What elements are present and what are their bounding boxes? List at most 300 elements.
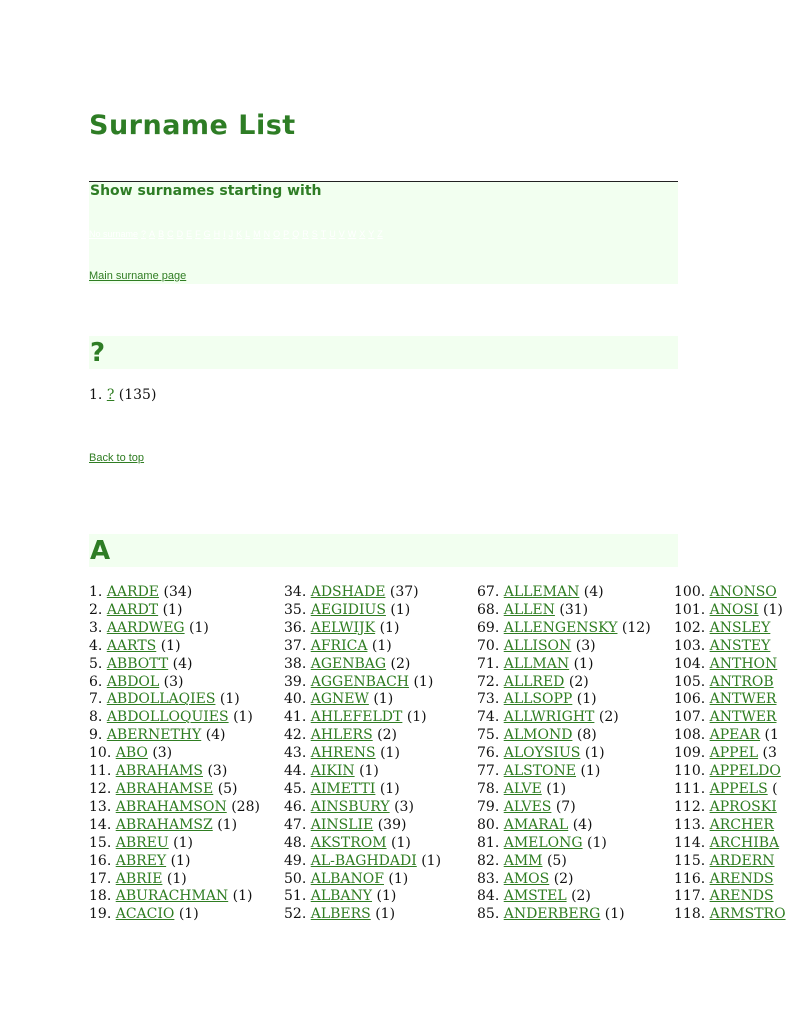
entry-number: 47. xyxy=(284,816,307,833)
entry-number: 5. xyxy=(89,655,103,672)
surname-link[interactable]: ABERNETHY xyxy=(106,727,202,744)
surname-link[interactable]: AGGENBACH xyxy=(310,673,409,690)
entry-count: (2) xyxy=(568,673,589,690)
entry-number: 44. xyxy=(284,763,307,780)
surname-link[interactable]: ALSTONE xyxy=(503,763,577,780)
letter-index-link[interactable]: R xyxy=(302,229,309,239)
surname-link[interactable]: ABRIE xyxy=(115,870,163,887)
letter-index-link[interactable]: J xyxy=(228,229,234,239)
entry-number: 46. xyxy=(284,798,307,815)
surname-link[interactable]: AMELONG xyxy=(503,834,583,851)
entry-number: 103. xyxy=(674,637,706,654)
surname-link[interactable]: ARMSTRO xyxy=(709,906,786,923)
entry-number: 100. xyxy=(674,584,706,600)
list-item xyxy=(284,709,441,727)
entry-count: (1) xyxy=(391,834,411,851)
entry-number: 116. xyxy=(674,870,706,887)
list-item xyxy=(477,691,651,709)
surname-link[interactable]: AHLERS xyxy=(310,727,373,744)
list-item xyxy=(89,817,260,835)
entry-count: (1) xyxy=(763,601,783,618)
surname-link[interactable]: APPELDO xyxy=(709,763,781,780)
surname-column-2 xyxy=(284,584,441,924)
list-item xyxy=(89,799,260,817)
surname-link[interactable]: ALLWRIGHT xyxy=(503,709,595,726)
list-item xyxy=(89,727,260,745)
entry-number: 43. xyxy=(284,745,307,762)
entry-count: (1) xyxy=(217,816,238,833)
surname-link[interactable]: ALBANY xyxy=(310,888,373,905)
list-item xyxy=(284,853,441,871)
letter-index-link[interactable]: U xyxy=(329,229,336,239)
entry-number: 104. xyxy=(674,655,706,672)
letter-index-link[interactable]: T xyxy=(320,229,327,239)
list-item xyxy=(674,709,786,727)
entry-number: 83. xyxy=(477,870,500,887)
list-item xyxy=(89,853,260,871)
entry-number: 39. xyxy=(284,673,307,690)
page-title: Surname List xyxy=(89,110,296,141)
surname-link[interactable]: ABDOLLAQIES xyxy=(106,691,216,708)
surname-link[interactable]: AINSBURY xyxy=(310,798,390,815)
entry-count: (1) xyxy=(376,888,397,905)
entry-count: (2) xyxy=(571,888,591,905)
list-item xyxy=(284,691,441,709)
surname-link[interactable]: ABURACHMAN xyxy=(115,888,229,905)
list-item xyxy=(674,620,786,638)
surname-link[interactable]: AHRENS xyxy=(310,745,376,762)
surname-link[interactable]: AFRICA xyxy=(310,637,368,654)
entry-number: 107. xyxy=(674,709,706,726)
surname-link[interactable]: AL-BAGHDADI xyxy=(310,852,417,869)
surname-link[interactable]: ABRAHAMSE xyxy=(115,780,214,797)
surname-link[interactable]: ALOYSIUS xyxy=(503,745,581,762)
entry-count: (31) xyxy=(559,601,589,618)
entry-number: 12. xyxy=(89,780,112,797)
entry-count: (1) xyxy=(178,906,199,923)
letter-index-link[interactable]: P xyxy=(283,229,290,239)
list-item xyxy=(89,906,260,924)
entry-number: 77. xyxy=(477,763,500,780)
entry-number: 13. xyxy=(89,798,112,815)
surname-column-1 xyxy=(89,584,260,924)
entry-count: (28) xyxy=(231,798,260,815)
surname-link[interactable]: AARDE xyxy=(106,584,160,600)
entry-number: 38. xyxy=(284,655,307,672)
entry-number: 1. xyxy=(89,387,103,403)
list-item xyxy=(674,906,786,924)
entry-count: (5) xyxy=(546,852,567,869)
entry-number: 18. xyxy=(89,888,112,905)
list-item xyxy=(284,888,441,906)
entry-number: 34. xyxy=(284,584,307,600)
letter-index-link[interactable]: E xyxy=(186,229,193,239)
surname-link[interactable]: AIKIN xyxy=(310,763,355,780)
entry-number: 70. xyxy=(477,637,500,654)
entry-number: 80. xyxy=(477,816,500,833)
surname-link[interactable]: ANOSI xyxy=(709,601,759,618)
letter-index-link[interactable]: L xyxy=(245,229,251,239)
surname-column-3 xyxy=(477,584,651,924)
list-item xyxy=(477,656,651,674)
surname-link[interactable]: ALLEMAN xyxy=(503,584,580,600)
entry-count: (39) xyxy=(377,816,407,833)
entry-count: (1) xyxy=(160,637,181,654)
letter-index-link[interactable]: ? xyxy=(141,229,147,239)
list-item xyxy=(674,691,786,709)
list-item xyxy=(477,871,651,889)
letter-index-link[interactable]: M xyxy=(253,229,261,239)
entry-number: 82. xyxy=(477,852,500,869)
surname-link[interactable]: ALLMAN xyxy=(503,655,570,672)
entry-count: (1) xyxy=(359,763,379,780)
entry-count: ( xyxy=(772,780,778,797)
entry-number: 48. xyxy=(284,834,307,851)
entry-count: (1) xyxy=(379,780,400,797)
surname-link[interactable]: AMOS xyxy=(503,870,550,887)
entry-number: 68. xyxy=(477,601,500,618)
entry-number: 3. xyxy=(89,619,103,636)
entry-count: (1) xyxy=(232,888,253,905)
surname-link[interactable]: APEAR xyxy=(709,727,761,744)
entry-count: (1 xyxy=(764,727,779,744)
entry-number: 69. xyxy=(477,619,500,636)
surname-link[interactable]: AMSTEL xyxy=(503,888,567,905)
entry-count: (1) xyxy=(233,709,253,726)
list-item xyxy=(284,745,441,763)
list-item xyxy=(674,602,786,620)
list-item xyxy=(674,745,786,763)
entry-number: 36. xyxy=(284,619,307,636)
letter-index-link[interactable]: W xyxy=(347,229,357,239)
entry-number: 105. xyxy=(674,673,706,690)
entry-number: 35. xyxy=(284,601,307,618)
entry-count: (1) xyxy=(379,619,400,636)
entry-count: (5) xyxy=(217,780,238,797)
surname-link[interactable]: ABREY xyxy=(115,852,167,869)
list-item xyxy=(284,656,441,674)
letter-index-link[interactable]: F xyxy=(195,229,201,239)
surname-link[interactable]: ANTHON xyxy=(709,655,778,672)
entry-count: (1) xyxy=(189,619,209,636)
entry-number: 37. xyxy=(284,637,307,654)
entry-count: (4) xyxy=(583,584,604,600)
surname-link[interactable]: ABRAHAMS xyxy=(115,763,204,780)
surname-link[interactable]: ALLEN xyxy=(503,601,555,618)
list-item xyxy=(477,799,651,817)
entry-number: 101. xyxy=(674,601,706,618)
surname-link[interactable]: ARCHIBA xyxy=(709,834,780,851)
surname-link[interactable]: ABO xyxy=(115,745,148,762)
surname-link[interactable]: ABBOTT xyxy=(106,655,169,672)
list-item xyxy=(284,727,441,745)
list-item xyxy=(284,871,441,889)
entry-number: 108. xyxy=(674,727,706,744)
list-item xyxy=(477,674,651,692)
list-item xyxy=(477,620,651,638)
section-header-a xyxy=(89,534,678,567)
section-heading-question: ? xyxy=(90,338,106,368)
entry-count: (1) xyxy=(573,655,594,672)
entry-count: (1) xyxy=(584,745,605,762)
entry-number: 6. xyxy=(89,673,103,690)
letter-index-link[interactable]: B xyxy=(158,229,165,239)
surname-link[interactable]: AMARAL xyxy=(503,816,569,833)
surname-link[interactable]: ALVE xyxy=(503,780,542,797)
entry-count: (37) xyxy=(389,584,419,600)
section-heading-a: A xyxy=(90,536,111,566)
main-surname-page-link[interactable]: Main surname page xyxy=(89,270,187,282)
back-to-top-link[interactable]: Back to top xyxy=(89,452,145,464)
list-item xyxy=(89,638,260,656)
entry-count: (1) xyxy=(421,852,442,869)
list-item xyxy=(89,620,260,638)
entry-number: 19. xyxy=(89,906,112,923)
list-item xyxy=(674,763,786,781)
letter-index-link[interactable]: D xyxy=(176,229,184,239)
entry-count: (1) xyxy=(170,852,191,869)
surname-link[interactable]: ALLRED xyxy=(503,673,565,690)
entry-count: (2) xyxy=(377,727,397,744)
entry-number: 81. xyxy=(477,834,500,851)
entry-number: 17. xyxy=(89,870,112,887)
entry-count: (1) xyxy=(576,691,597,708)
entry-count: (1) xyxy=(371,637,392,654)
surname-link[interactable]: ? xyxy=(106,387,115,403)
entry-number: 106. xyxy=(674,691,706,708)
surname-link[interactable]: ABRAHAMSZ xyxy=(115,816,213,833)
entry-number: 110. xyxy=(674,763,706,780)
surname-link[interactable]: AGENBAG xyxy=(310,655,387,672)
entry-count: (1) xyxy=(406,709,427,726)
entry-number: 73. xyxy=(477,691,500,708)
list-item xyxy=(477,727,651,745)
entry-count: (8) xyxy=(576,727,597,744)
entry-number: 1. xyxy=(89,584,103,600)
surname-link[interactable]: AARDT xyxy=(106,601,159,618)
list-item xyxy=(284,674,441,692)
entry-count: (135) xyxy=(118,387,157,403)
list-item xyxy=(477,584,651,602)
surname-link[interactable]: AGNEW xyxy=(310,691,369,708)
entry-count: (4) xyxy=(572,816,593,833)
surname-link[interactable]: ALBANOF xyxy=(310,870,384,887)
surname-link[interactable]: AELWIJK xyxy=(310,619,376,636)
surname-link[interactable]: ALBERS xyxy=(310,906,371,923)
entry-number: 52. xyxy=(284,906,307,923)
surname-link[interactable]: AKSTROM xyxy=(310,834,387,851)
entry-number: 15. xyxy=(89,834,112,851)
list-item xyxy=(89,781,260,799)
entry-count: (1) xyxy=(546,780,567,797)
surname-link[interactable]: ANSTEY xyxy=(709,637,771,654)
list-item xyxy=(477,835,651,853)
list-item xyxy=(89,835,260,853)
entry-number: 2. xyxy=(89,601,103,618)
list-item xyxy=(674,727,786,745)
list-item xyxy=(89,745,260,763)
surname-link[interactable]: AMM xyxy=(503,852,543,869)
surname-link[interactable]: ANTWER xyxy=(709,691,777,708)
index-heading: Show surnames starting with xyxy=(90,183,322,199)
list-item xyxy=(284,620,441,638)
surname-link[interactable]: ABDOL xyxy=(106,673,160,690)
letter-index-link[interactable]: S xyxy=(311,229,318,239)
entry-number: 49. xyxy=(284,852,307,869)
surname-link[interactable]: ARENDS xyxy=(709,870,774,887)
entry-count: (4) xyxy=(205,727,226,744)
letter-index-link[interactable]: O xyxy=(273,229,281,239)
list-item xyxy=(674,674,786,692)
entry-number: 42. xyxy=(284,727,307,744)
section-header-question xyxy=(89,336,678,369)
list-item xyxy=(477,817,651,835)
letter-index-link[interactable]: N xyxy=(263,229,271,239)
entry-number: 8. xyxy=(89,709,103,726)
list-item xyxy=(477,853,651,871)
surname-link[interactable]: AINSLIE xyxy=(310,816,374,833)
surname-link[interactable]: APPEL xyxy=(709,745,759,762)
surname-link[interactable]: ALMOND xyxy=(503,727,573,744)
entry-number: 102. xyxy=(674,619,706,636)
surname-link[interactable]: AEGIDIUS xyxy=(310,601,386,618)
surname-link[interactable]: ANSLEY xyxy=(709,619,771,636)
entry-count: (1) xyxy=(380,745,400,762)
entry-number: 114. xyxy=(674,834,706,851)
surname-link[interactable]: APROSKI xyxy=(709,798,777,815)
surname-column-4 xyxy=(674,584,786,924)
entry-count: (3) xyxy=(575,637,596,654)
surname-link[interactable]: ALVES xyxy=(503,798,552,815)
entry-number: 109. xyxy=(674,745,706,762)
entry-number: 74. xyxy=(477,709,500,726)
list-item xyxy=(89,674,260,692)
surname-link[interactable]: ABREU xyxy=(115,834,169,851)
entry-number: 9. xyxy=(89,727,103,744)
list-item xyxy=(89,871,260,889)
entry-number: 75. xyxy=(477,727,500,744)
entry-count: (3) xyxy=(207,763,228,780)
entry-count: (2) xyxy=(553,870,574,887)
letter-index-link[interactable]: X xyxy=(359,229,366,239)
letter-index-link[interactable]: H xyxy=(213,229,221,239)
surname-link[interactable]: ANTWER xyxy=(709,709,777,726)
list-item xyxy=(674,656,786,674)
entry-count: (1) xyxy=(390,601,411,618)
entry-count: (3) xyxy=(163,673,184,690)
letter-index-link[interactable]: C xyxy=(167,229,174,239)
list-item xyxy=(477,781,651,799)
entry-number: 50. xyxy=(284,870,307,887)
surname-link[interactable]: ARENDS xyxy=(709,888,774,905)
surname-link[interactable]: ALLENGENSKY xyxy=(503,619,618,636)
list-item xyxy=(674,871,786,889)
surname-link[interactable]: ANTROB xyxy=(709,673,774,690)
list-item xyxy=(284,763,441,781)
surname-link[interactable]: APPELS xyxy=(709,780,768,797)
list-item xyxy=(477,745,651,763)
entry-count: (7) xyxy=(555,798,576,815)
entry-count: (1) xyxy=(375,906,396,923)
list-item xyxy=(674,835,786,853)
list-item xyxy=(284,799,441,817)
entry-number: 113. xyxy=(674,816,706,833)
entry-count: (1) xyxy=(173,834,193,851)
list-item xyxy=(89,709,260,727)
entry-number: 79. xyxy=(477,798,500,815)
entry-count: (1) xyxy=(388,870,409,887)
entry-number: 51. xyxy=(284,888,307,905)
entry-number: 84. xyxy=(477,888,500,905)
list-item xyxy=(284,817,441,835)
surname-index-panel xyxy=(89,181,678,284)
entry-count: (1) xyxy=(373,691,394,708)
entry-number: 11. xyxy=(89,763,112,780)
entry-number: 117. xyxy=(674,888,706,905)
entry-count: (1) xyxy=(166,870,187,887)
list-item xyxy=(477,888,651,906)
surname-link[interactable]: ACACIO xyxy=(115,906,175,923)
list-item xyxy=(674,638,786,656)
surname-link[interactable]: AARTS xyxy=(106,637,157,654)
list-item xyxy=(89,584,260,602)
letter-index-link[interactable]: I xyxy=(223,229,226,239)
list-item xyxy=(674,584,786,602)
surname-link[interactable]: AARDWEG xyxy=(106,619,185,636)
entry-count: (1) xyxy=(604,906,625,923)
list-item xyxy=(284,835,441,853)
entry-number: 118. xyxy=(674,906,706,923)
letter-index-link[interactable]: Q xyxy=(292,229,300,239)
surname-link[interactable]: ALLISON xyxy=(503,637,572,654)
surname-link[interactable]: ALLSOPP xyxy=(503,691,573,708)
surname-link[interactable]: ABRAHAMSON xyxy=(115,798,227,815)
entry-number: 4. xyxy=(89,637,103,654)
entry-count: (1) xyxy=(413,673,434,690)
surname-link[interactable]: ARDERN xyxy=(709,852,775,869)
letter-index-link[interactable]: K xyxy=(236,229,243,239)
letter-index-link[interactable]: Y xyxy=(368,229,375,239)
list-item xyxy=(89,602,260,620)
surname-link[interactable]: AHLEFELDT xyxy=(310,709,403,726)
entry-count: (3) xyxy=(394,798,414,815)
list-item xyxy=(674,817,786,835)
entry-number: 85. xyxy=(477,906,500,923)
surname-link[interactable]: ARCHER xyxy=(709,816,774,833)
surname-link[interactable]: AIMETTI xyxy=(310,780,376,797)
list-item xyxy=(89,386,156,404)
surname-link[interactable]: ANONSO xyxy=(709,584,777,600)
letter-index-link[interactable]: A xyxy=(149,229,156,239)
entry-number: 40. xyxy=(284,691,307,708)
list-item xyxy=(674,781,786,799)
letter-index-link[interactable]: Z xyxy=(377,229,383,239)
letter-index-link[interactable]: No surname xyxy=(89,229,139,239)
list-item xyxy=(284,906,441,924)
surname-link[interactable]: ABDOLLOQUIES xyxy=(106,709,229,726)
letter-index-link[interactable]: G xyxy=(203,229,211,239)
surname-link[interactable]: ADSHADE xyxy=(310,584,386,600)
list-item xyxy=(477,602,651,620)
entry-number: 16. xyxy=(89,852,112,869)
list-item xyxy=(674,799,786,817)
letter-index-link[interactable]: V xyxy=(338,229,345,239)
surname-link[interactable]: ANDERBERG xyxy=(503,906,601,923)
list-item xyxy=(477,638,651,656)
entry-count: (4) xyxy=(172,655,193,672)
entry-number: 112. xyxy=(674,798,706,815)
list-item xyxy=(284,602,441,620)
